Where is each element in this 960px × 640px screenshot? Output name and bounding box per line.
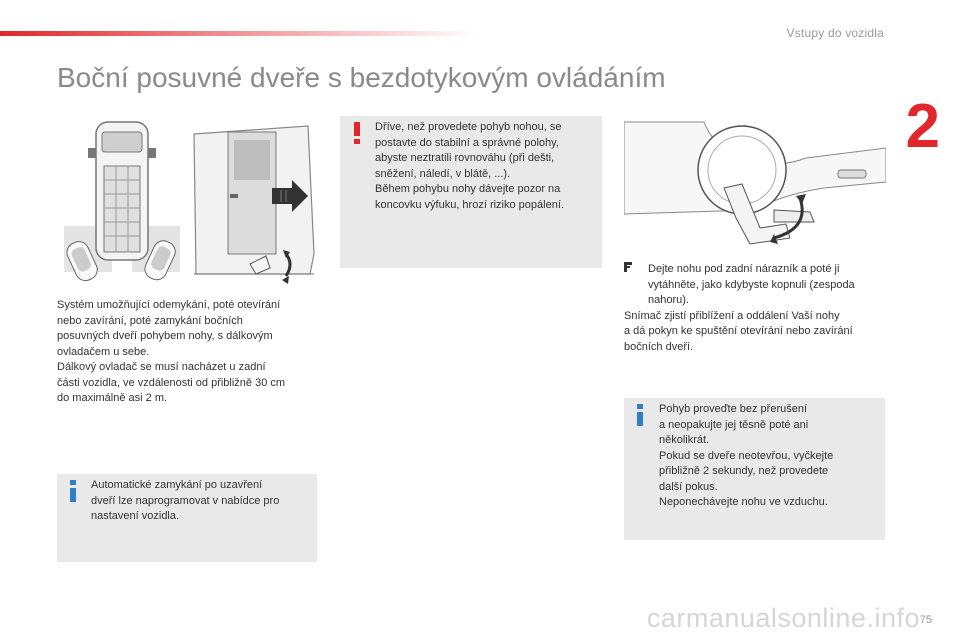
warning-line: sněžení, náledí, v blátě, ...).: [375, 167, 511, 180]
foot-under-bumper-figure: [624, 118, 886, 254]
vehicle-top-view-figure: [58, 118, 186, 288]
section-title: Vstupy do vozidla: [786, 26, 884, 40]
info-box-movement: [624, 398, 885, 540]
info-line: Neponechávejte nohu ve vzduchu.: [659, 496, 828, 508]
instruction-line: Snímač zjistí přiblížení a oddálení Vaší nohy: [624, 309, 840, 322]
info-line: nastavení vozidla.: [91, 510, 180, 522]
info-icon: [636, 404, 644, 426]
intro-line: Systém umožňující odemykání, poté otevírání: [57, 299, 281, 311]
instruction-line: bočních dveří.: [624, 340, 694, 353]
info-icon: [69, 480, 77, 502]
watermark: carmanualsonline.info: [646, 603, 920, 633]
intro-line: Dálkový ovladač se musí nacházet u zadní: [57, 361, 266, 373]
info-line: dveří lze naprogramovat v nabídce pro: [91, 494, 280, 507]
instruction-paragraph: [624, 262, 894, 355]
warning-line: Během pohybu nohy dávejte pozor na: [375, 183, 561, 195]
sliding-door-figure: [190, 124, 318, 288]
intro-line: nebo zavírání, poté zamykání bočních: [57, 314, 243, 327]
warning-line: koncovku výfuku, hrozí riziko popálení.: [375, 198, 564, 211]
page-title: Boční posuvné dveře s bezdotykovým ovládáním: [57, 62, 666, 93]
info-line: Pokud se dveře neotevřou, vyčkejte: [659, 449, 834, 462]
bullet-icon: [624, 262, 632, 278]
info-line: Automatické zamykání po uzavření: [91, 479, 263, 491]
info-line: a neopakujte jej těsně poté ani: [659, 418, 809, 431]
warning-line: abyste neztratili rovnováhu (při dešti,: [375, 152, 555, 164]
instruction-line: a dá pokyn ke spuštění otevírání nebo zavírání: [624, 325, 853, 337]
info-box-auto-locking: [57, 474, 317, 562]
page-number: 75: [919, 614, 932, 626]
warning-icon: [353, 122, 361, 144]
intro-line: posuvných dveří pohybem nohy, s dálkovým: [57, 330, 273, 342]
intro-line: do maximálně asi 2 m.: [57, 392, 168, 404]
bullet-line: vytáhněte, jako kdybyste kopnuli (zespoda: [648, 278, 855, 291]
info-line: další pokus.: [659, 480, 718, 493]
intro-paragraph: [57, 298, 327, 407]
warning-box-stability: [340, 116, 602, 268]
intro-line: ovladačem u sebe.: [57, 345, 150, 358]
info-line: Pohyb proveďte bez přerušení: [659, 403, 808, 415]
warning-line: postavte do stabilní a správné polohy,: [375, 136, 559, 149]
chapter-number: 2: [905, 92, 940, 161]
bullet-line: Dejte nohu pod zadní nárazník a poté ji: [648, 263, 840, 275]
intro-line: části vozidla, ve vzdálenosti od přibližně 30 cm: [57, 376, 286, 389]
warning-line: Dříve, než provedete pohyb nohou, se: [375, 121, 562, 133]
info-line: několikrát.: [659, 434, 710, 446]
bullet-line: nahoru).: [648, 294, 689, 306]
header-accent-bar: [0, 31, 480, 36]
info-line: přibližně 2 sekundy, než provedete: [659, 465, 829, 477]
